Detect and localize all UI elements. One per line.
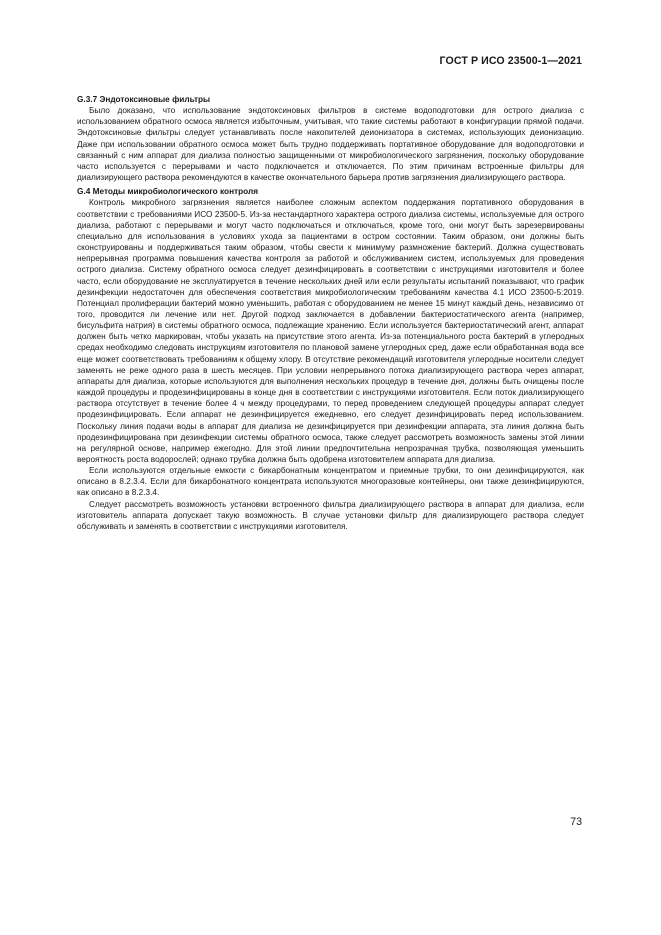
section-title: G.3.7 Эндотоксиновые фильтры [77, 95, 211, 104]
document-standard-header: ГОСТ Р ИСО 23500-1—2021 [439, 55, 582, 67]
paragraph: Контроль микробного загрязнения является наиболее сложным аспектом поддержания портативного оборудования в соответствии с требованиями ИСО 23500-5. Из-за нестандартного характера острого диализа системы, используемые для острого диализа, работают с перерывами и могут часто подключаться и отключаться, кроме того, они могут быть зарезервированы специально для использования в условиях ухода за пациентами в остром состоянии. Таким образом, они должны быть сконструированы и поддерживаться таким образом, чтобы свести к минимуму размножение бактерий. Должна существовать непрерывная программа повышения качества контроля за работой и обслуживанием систем, используемых для проведения острого диализа. Систему обратного осмоса следует дезинфицировать в соответствии с инструкциями изготовителя и более часто, если оборудование не эксплуатируется в течение нескольких дней или если результаты испытаний показывают, что график дезинфекции недостаточен для обеспечения соответствия микробиологическим требованиям качества 4.1 ИСО 23500-5:2019. Потенциал пролиферации бактерий можно уменьшить, работая с оборудованием не менее 15 минут каждый день, независимо от того, проводится ли лечение или нет. Другой подход заключается в добавлении бактериостатического агента (например, бисульфита натрия) в системы обратного осмоса, подлежащие хранению. Если используется бактериостатический агент, аппарат должен быть четко маркирован, чтобы указать на присутствие этого агента. Из-за потенциального роста бактерий в углеродных средах необходимо следовать инструкциям изготовителя по плановой замене углеродных сред, даже если обработанная вода все еще может соответствовать требованиям к общему хлору. В отсутствие рекомендаций изготовителя углеродные носители следует заменять не реже одного раза в шесть месяцев. При условии непрерывного потока диализирующего раствора через аппарат, аппараты для диализа, которые используются для выполнения нескольких процедур в течение дня, должны быть очищены после каждой процедуры и продезинфицированы в конце дня в соответствии с инструкциями изготовителя. Если поток диализирующего раствора отсутствует в течение более 4 ч между процедурами, то перед проведением следующей процедуры аппарат следует продезинфицировать. Если аппарат не дезинфицируется ежедневно, его следует дезинфицировать перед использованием. Поскольку линия подачи воды в аппарат для диализа не дезинфицируется при дезинфекции аппарата, эта линия должна быть продезинфицирована при дезинфекции системы обратного осмоса, также следует рассмотреть возможность замены этой линии на регулярной основе, например ежегодно. Для этой линии предпочтительна непрозрачная трубка, позволяющая уменьшить вероятность роста водорослей; однако трубка должна быть одобрена изготовителем аппарата для диализа. [77, 198, 584, 464]
section-g-4 [77, 186, 584, 532]
page-number: 73 [570, 816, 582, 828]
section-g-3-7 [77, 94, 584, 183]
paragraph: Было доказано, что использование эндотоксиновых фильтров в системе водоподготовки для острого диализа с использованием обратного осмоса является избыточным, учитывая, что такие системы работают в конфигурации прямой подачи. Эндотоксиновые фильтры следует устанавливать после накопителей деионизатора в системах, использующих деионизацию. Даже при использовании обратного осмоса может быть трудно поддерживать портативное оборудование для водоподготовки и связанный с ним аппарат для диализа полностью защищенными от микробиологического загрязнения, поскольку оборудование часто используется с перерывами и часто подключается и отключается. По этим причинам встроенные фильтры для диализирующего раствора рекомендуются в качестве окончательного барьера против загрязнения диализирующего раствора. [77, 106, 584, 183]
document-body [77, 94, 584, 532]
section-title: G.4 Методы микробиологического контроля [77, 187, 259, 197]
paragraph: Следует рассмотреть возможность установки встроенного фильтра диализирующего раствора в аппарат для диализа, если изготовитель аппарата допускает такую возможность. В случае установки фильтр для диализирующего раствора следует обслуживать и заменять в соответствии с инструкциями изготовителя. [77, 499, 584, 531]
paragraph: Если используются отдельные емкости с бикарбонатным концентратом и приемные трубки, то они дезинфицируются, как описано в 8.2.3.4. Если для бикарбонатного концентрата используются многоразовые контейнеры, они также дезинфицируются, как описано в 8.2.3.4. [77, 466, 584, 498]
